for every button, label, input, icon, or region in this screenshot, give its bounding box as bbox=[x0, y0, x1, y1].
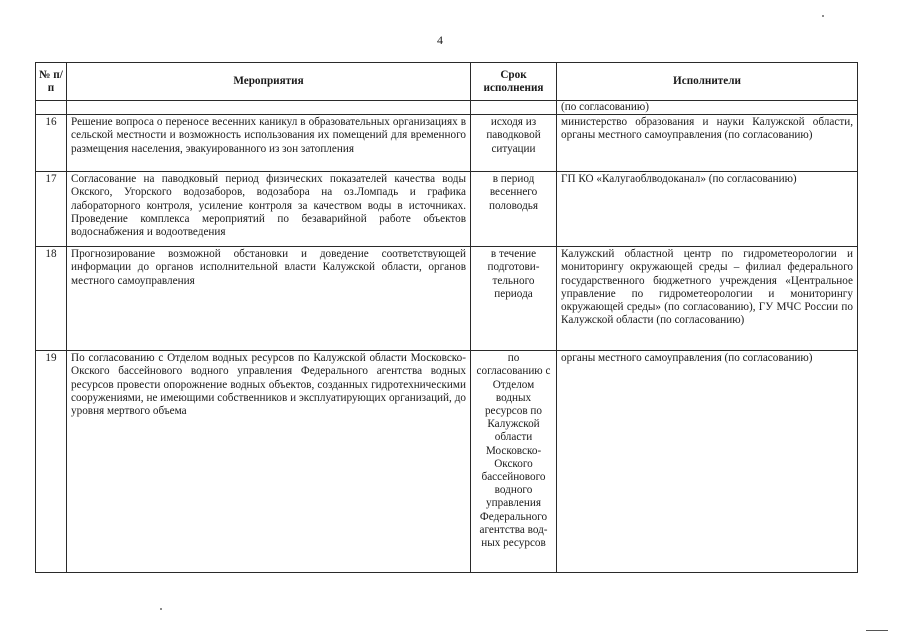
cell-executors: министерство образования и науки Калужской области, органы местного самоуправления (по согласованию) bbox=[557, 115, 858, 172]
cell-term: по согласованию с Отделом водных ресурсов по Калужской области Московско-Окского бассейнового водного управления Федерального агентства вод-ных ресурсов bbox=[471, 351, 557, 573]
header-activities: Мероприятия bbox=[67, 63, 471, 101]
scan-speck bbox=[160, 608, 162, 610]
cell-activity bbox=[67, 101, 471, 115]
cell-num: 19 bbox=[36, 351, 67, 573]
table-row bbox=[36, 247, 858, 351]
cell-num: 16 bbox=[36, 115, 67, 172]
cell-num: 17 bbox=[36, 172, 67, 247]
cell-executors: органы местного самоуправления (по согласованию) bbox=[557, 351, 858, 573]
table-row bbox=[36, 115, 858, 172]
cell-term bbox=[471, 101, 557, 115]
table-row-continuation bbox=[36, 101, 858, 115]
cell-activity: Согласование на паводковый период физических показателей качества воды Окского, Угорского водозаборов, водозабора на оз.Ломпадь и графика лабораторного контроля, усиление контроля за качеством воды в источниках. Проведение комплекса мероприятий по безаварийной работе объектов водоснабжения и водоотведения bbox=[67, 172, 471, 247]
header-num: № п/п bbox=[36, 63, 67, 101]
cell-executors: (по согласованию) bbox=[557, 101, 858, 115]
cell-num: 18 bbox=[36, 247, 67, 351]
table-row bbox=[36, 351, 858, 573]
scan-stroke bbox=[866, 630, 888, 631]
cell-executors: ГП КО «Калугаоблводоканал» (по согласованию) bbox=[557, 172, 858, 247]
cell-activity: По согласованию с Отделом водных ресурсов по Калужской области Московско-Окского бассейнового водного управления Федерального агентства водных ресурсов провести опорожнение водных объектов, созданных гидротехническими сооружениями, не имеющими собственников и эксплуатирующих организаций, до уровня мертвого объема bbox=[67, 351, 471, 573]
cell-term: исходя из паводковой ситуации bbox=[471, 115, 557, 172]
header-term: Срок исполнения bbox=[471, 63, 557, 101]
scan-speck bbox=[822, 15, 824, 17]
table-row bbox=[36, 172, 858, 247]
cell-term: в течение подготови-тельного периода bbox=[471, 247, 557, 351]
cell-term: в период весеннего половодья bbox=[471, 172, 557, 247]
table-header-row bbox=[36, 63, 858, 101]
cell-activity: Прогнозирование возможной обстановки и доведение соответствующей информации до органов исполнительной власти Калужской области, органов местного самоуправления bbox=[67, 247, 471, 351]
page-number: 4 bbox=[437, 33, 443, 47]
cell-executors: Калужский областной центр по гидрометеорологии и мониторингу окружающей среды – филиал федерального государственного бюджетного учреждения «Центральное управление по гидрометеорологии и мониторингу окружающей среды» (по согласованию), ГУ МЧС России по Калужской области (по согласованию) bbox=[557, 247, 858, 351]
activities-table bbox=[35, 62, 858, 573]
cell-num bbox=[36, 101, 67, 115]
cell-activity: Решение вопроса о переносе весенних каникул в образовательных организациях в сельской местности и возможность использования их помещений для временного размещения населения, эвакуированного из зон затопления bbox=[67, 115, 471, 172]
header-executors: Исполнители bbox=[557, 63, 858, 101]
